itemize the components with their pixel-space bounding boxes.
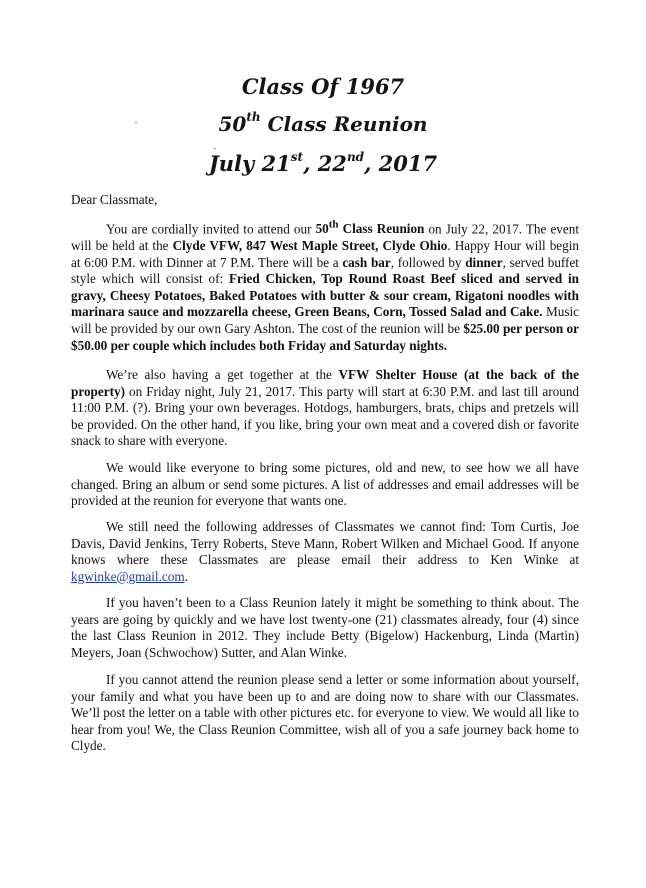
heading-date-part: July 21: [208, 151, 291, 176]
bold-text: dinner: [465, 254, 503, 270]
paragraph-closing: [71, 672, 579, 755]
shelter-house-location: VFW Shelter House (at the back of the property): [71, 367, 579, 399]
heading-line2-number: 50: [218, 112, 247, 136]
text-run: We still need the following addresses of Classmates we cannot find: Tom Curtis, Joe Davis, David Jenkins, Terry Roberts, Steve Mann, Robert Wilken and Michael Good. If anyone knows where these Classmates are please email their address to Ken Winke at: [71, 519, 579, 568]
menu-list: Fried Chicken, Top Round Roast Beef sliced and served in gravy, Cheesy Potatoes, Baked Potatoes with butter & sour cream, Rigatoni noodles with marinara sauce and mozzarella cheese, Green Beans, Corn, Tossed Salad and Cake.: [71, 271, 579, 320]
text-run: Music will be provided by our own Gary Ashton. The cost of the reunion will be: [71, 304, 579, 336]
heading-line1-text: Class Of 1967: [241, 74, 405, 99]
salutation: Dear Classmate,: [71, 192, 158, 207]
bold-text: cash bar: [342, 254, 391, 270]
heading-line2-superscript: th: [246, 110, 261, 125]
heading-date-superscript: nd: [346, 150, 365, 164]
bold-text: Class Reunion: [338, 221, 425, 237]
price-text: $25.00 per person or $50.00 per couple which includes both Friday and Saturday nights.: [71, 320, 579, 353]
paragraph-memorial: [71, 595, 579, 661]
text-run: . Happy Hour will begin at 6:00 P.M. with Dinner at 7 P.M. There will be a: [71, 237, 580, 270]
text-run: on Friday night, July 21, 2017. This party will start at 6:30 P.M. and last till around 11:00 P.M. (?). Bring your own beverages. Hotdogs, hamburgers, brats, chips and pretzels will be provided. On the other hand, if you like, bring your own meat and a covered dish or favorite snack to share with everyone.: [71, 383, 579, 449]
heading-reunion: [0, 112, 646, 136]
heading-date-superscript: st: [290, 150, 304, 164]
email-link[interactable]: kgwinke@gmail.com: [71, 568, 185, 584]
text-run: You are cordially invited to attend our: [106, 221, 316, 237]
paragraph-missing-classmates: [71, 519, 579, 585]
text-run: .: [184, 568, 188, 584]
text-run: We would like everyone to bring some pictures, old and new, to see how we all have changed. Bring an album or send some pictures. A list of addresses and email addresses will be provided at the reunion for everyone that wants one.: [71, 460, 579, 509]
text-run: on July 22, 2017. The event will be held at the: [71, 221, 579, 253]
text-run: If you cannot attend the reunion please send a letter or some information about yourself, your family and what you have been up to and are doing now to share with our Classmates. We’ll post the letter on a table with other pictures etc. for everyone to view. We would all like to hear from you! We, the Class Reunion Committee, wish all of you a safe journey back home to Clyde.: [71, 672, 579, 754]
heading-date-part: , 22: [303, 151, 347, 176]
text-run: , served buffet style which will consist of:: [71, 254, 579, 287]
heading-date-part: , 2017: [364, 151, 438, 176]
venue-address: Clyde VFW, 847 West Maple Street, Clyde Ohio: [172, 237, 448, 253]
scan-speck: [214, 148, 216, 149]
heading-line2-text: Class Reunion: [260, 112, 428, 136]
text-run: , followed by: [390, 254, 466, 270]
heading-dates: [0, 151, 646, 176]
superscript: th: [328, 219, 339, 231]
text-run: If you haven’t been to a Class Reunion lately it might be something to think about. The years are going by quickly and we have lost twenty-one (21) classmates already, four (4) since the last Class Reunion in 2012. They include Betty (Bigelow) Hackenburg, Linda (Martin) Meyers, Joan (Schwochow) Sutter, and Alan Winke.: [71, 595, 579, 660]
paragraph-pictures: [71, 460, 579, 510]
bold-text: 50: [315, 221, 329, 237]
paragraph-event-details: [71, 217, 579, 354]
heading-class-of: [0, 74, 646, 99]
paragraph-friday-party: [71, 367, 579, 450]
text-run: We’re also having a get together at the: [106, 367, 339, 382]
